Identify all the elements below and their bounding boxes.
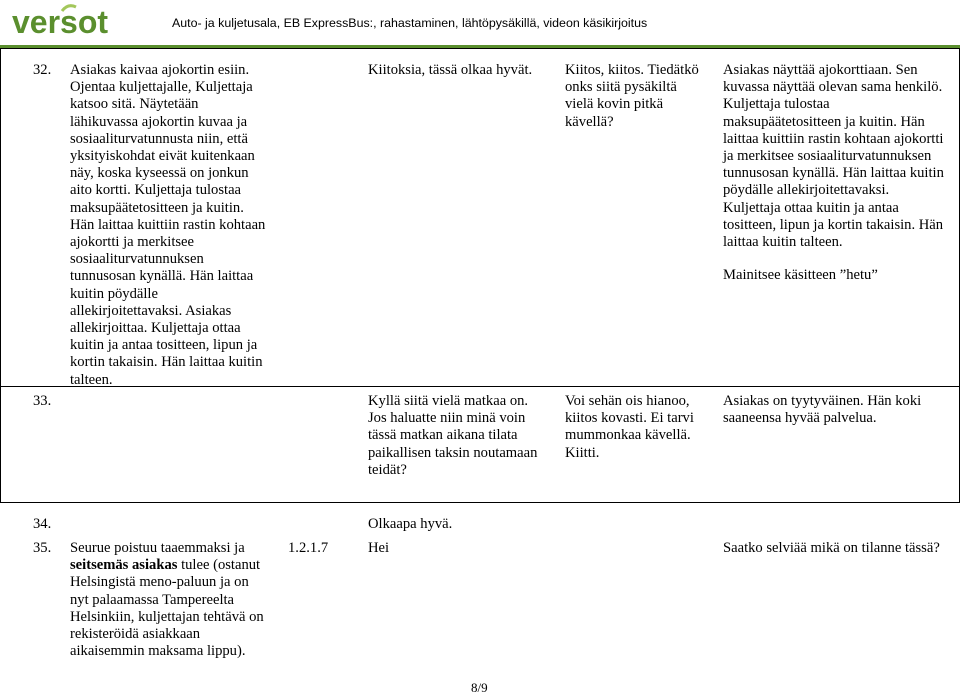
versot-logo <box>10 3 130 43</box>
row-number: 35. <box>33 540 52 556</box>
table-border-top <box>0 48 960 49</box>
page-number: 8/9 <box>471 680 488 695</box>
driver-line: Hei <box>368 540 390 556</box>
table-border-bottom <box>0 502 960 503</box>
action-emphasis: seitsemäs asiakas <box>70 557 178 574</box>
page-header <box>0 0 960 50</box>
customer-line: Voi sehän ois hianoo, kiitos kovasti. Ei tarvi mummonkaa kävellä. Kiitti. <box>565 393 694 461</box>
driver-line: Kiitoksia, tässä olkaa hyvät. <box>368 62 533 78</box>
table-border-left <box>0 48 1 502</box>
action-description: Asiakas kaivaa ajokortin esiin. Ojentaa kuljettajalle, Kuljettaja katsoo sitä. Näytetään lähikuvassa ajokortin kuvaa ja sosiaaliturvatunnusta niin, että yksityiskohdat eivät kuitenkaan näy, koska kyseessä on jonkun aito kortti. Kuljettaja tulostaa maksupäätetositteen ja kuitin. Hän laittaa kuittiin rastin kohtaan ajokortti ja merkitsee sosiaaliturvatunnuksen tunnusosan kynällä. Hän laittaa kuitin pöydälle allekirjoitettavaksi. Asiakas allekirjoittaa. Kuljettaja ottaa kuitin ja antaa tositteen, lipun ja kortin takaisin. Hän laittaa kuitin talteen. <box>70 62 266 388</box>
scene-notes: Asiakas on tyytyväinen. Hän koki saaneensa hyvää palvelua. <box>723 393 922 427</box>
row-number: 33. <box>33 393 52 409</box>
customer-line: Kiitos, kiitos. Tiedätkö onks siitä pysäkiltä vielä kovin pitkä kävellä? <box>565 62 699 130</box>
scene-notes: Saatko selviää mikä on tilanne tässä? <box>723 540 940 556</box>
action-text: Seurue poistuu taaemmaksi ja <box>70 540 245 556</box>
reference-code: 1.2.1.7 <box>288 540 329 556</box>
row-number: 34. <box>33 516 52 532</box>
scene-notes: Asiakas näyttää ajokorttiaan. Sen kuvassa näyttää olevan sama henkilö. Kuljettaja tulostaa maksupäätetositteen ja kuitin. Hän laittaa kuittiin rastin kohtaan ajokortti ja merkitsee sosiaaliturvatunnuksen tunnusosan kynällä. Hän laittaa kuitin pöydälle allekirjoitettavaksi. Kuljettaja ottaa kuitin ja antaa tositteen, lipun ja kortin takaisin. Hän laittaa kuitin talteen. <box>723 62 944 251</box>
action-description <box>70 540 285 660</box>
row-number: 32. <box>33 62 52 78</box>
driver-line: Olkaapa hyvä. <box>368 516 453 532</box>
svg-text:versot: versot <box>12 4 109 40</box>
concept-note: Mainitsee käsitteen ”hetu” <box>723 267 878 283</box>
driver-line: Kyllä siitä vielä matkaa on. Jos haluatte niin minä voin tässä matkan aikana tilata paikallisen taksin noutamaan teidät? <box>368 393 538 478</box>
document-title: Auto- ja kuljetusala, EB ExpressBus:, rahastaminen, lähtöpysäkillä, videon käsikirjoitus <box>172 16 648 30</box>
action-text-continued: tulee (ostanut Helsingistä meno-paluun ja on nyt palaamassa Tampereelta Helsinkiin, kuljettajan tehtävä on rekisteröidä asiakkaan aikaisemmin maksama lippu). <box>70 557 264 660</box>
